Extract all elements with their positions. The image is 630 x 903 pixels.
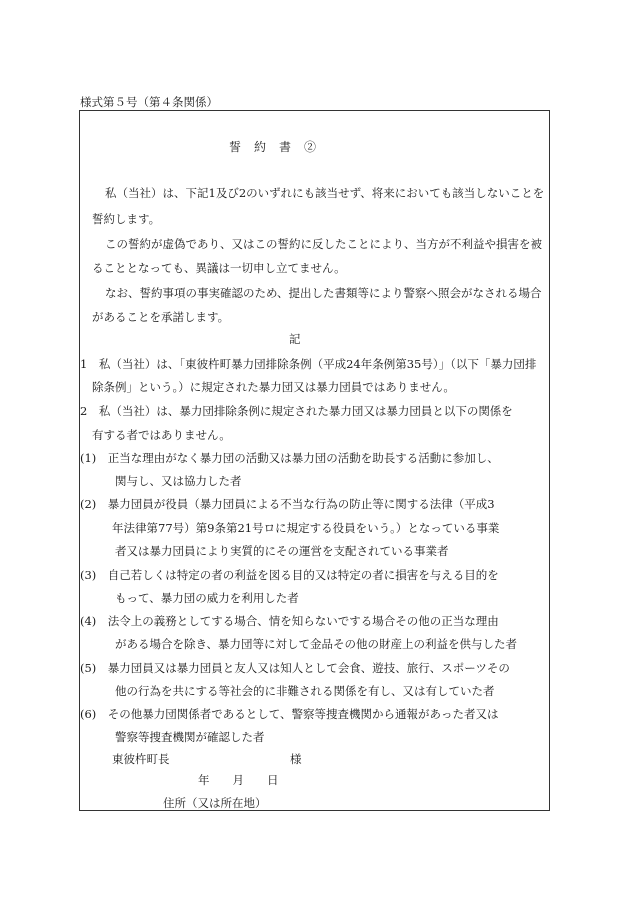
intro-line-5: なお、誓約事項の事実確認のため、提出した書類等により警察へ照会がなされる場合 [105, 286, 542, 300]
intro-line-2: 誓約します。 [92, 212, 161, 226]
item-2-line-2: 有する者ではありません。 [92, 428, 231, 442]
intro-line-4: ることとなっても、異議は一切申し立てません。 [92, 261, 346, 275]
subitem-5-line-2: 他の行為を共にする等社会的に非難される関係を有し、又は有していた者 [115, 684, 495, 698]
addressee: 東彼杵町長 [112, 752, 170, 766]
subitem-1-line-2: 関与し、又は協力した者 [115, 474, 242, 488]
address-label: 住所（又は所在地） [163, 796, 267, 810]
item-1-line-1: 1 私（当社）は、「東彼杵町暴力団排除条例（平成24年条例第35号）」（以下「暴力団排 [80, 357, 537, 371]
subitem-1-line-1: (1) 正当な理由がなく暴力団の活動又は暴力団の活動を助長する活動に参加し、 [80, 451, 499, 465]
subitem-2-line-2: 年法律第77号）第9条第21号ロに規定する役員をいう。）となっている事業 [112, 521, 500, 535]
intro-line-1: 私（当社）は、下記1及び2のいずれにも該当せず、将来においても該当しないことを [105, 186, 545, 200]
subitem-3-line-1: (3) 自己若しくは特定の者の利益を図る目的又は特定の者に損害を与える目的を [80, 568, 499, 582]
subitem-4-line-1: (4) 法令上の義務としてする場合、情を知らないでする場合その他の正当な理由 [80, 614, 499, 628]
intro-line-6: があることを承諾します。 [92, 310, 230, 324]
ki-heading: 記 [289, 332, 301, 346]
subitem-5-line-1: (5) 暴力団員又は暴力団員と友人又は知人として会食、遊技、旅行、スポーツその [80, 661, 510, 675]
subitem-2-line-1: (2) 暴力団員が役員（暴力団員による不当な行為の防止等に関する法律（平成3 [80, 497, 495, 511]
item-2-line-1: 2 私（当社）は、暴力団排除条例に規定された暴力団又は暴力団員と以下の関係を [80, 404, 513, 418]
subitem-4-line-2: がある場合を除き、暴力団等に対して金品その他の財産上の利益を供与した者 [115, 637, 518, 651]
subitem-6-line-2: 警察等捜査機関が確認した者 [115, 730, 265, 744]
intro-line-3: この誓約が虚偽であり、又はこの誓約に反したことにより、当方が不利益や損害を被 [105, 237, 542, 251]
honorific: 様 [290, 752, 302, 766]
item-1-line-2: 除条例」という。）に規定された暴力団又は暴力団員ではありません。 [92, 380, 455, 394]
subitem-6-line-1: (6) その他暴力団関係者であるとして、警察等捜査機関から通報があった者又は [80, 707, 499, 721]
form-label: 様式第５号（第４条関係） [80, 95, 218, 109]
date-line: 年 月 日 [198, 773, 279, 787]
subitem-2-line-3: 者又は暴力団員により実質的にその運営を支配されている事業者 [115, 544, 449, 558]
page-title: 誓 約 書 ② [229, 140, 317, 154]
subitem-3-line-2: もって、暴力団の威力を利用した者 [115, 591, 299, 605]
